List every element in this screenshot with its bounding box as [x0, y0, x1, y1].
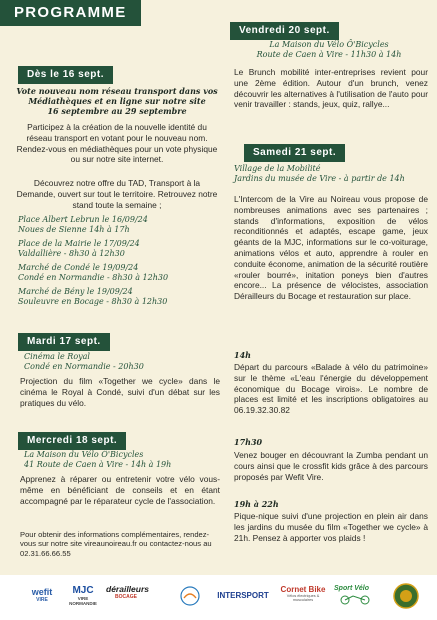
- place-item: Place de la Mairie le 17/09/24 Valdallière - 8h30 à 12h30: [18, 239, 140, 258]
- sept16-tab: Dès le 16 sept.: [18, 66, 113, 84]
- sponsors-footer: [0, 575, 437, 620]
- mjc-logo: MJC VIRE NORMANDIE: [69, 585, 97, 606]
- emblem-icon: [393, 583, 419, 609]
- sept16-handwritten: Vote nouveau nom réseau transport dans vos Médiathèques et en ligne sur notre site 16 septembre au 29 septembre: [16, 86, 218, 116]
- cycling-club-logo: [178, 586, 202, 606]
- bike-icon: [179, 586, 201, 606]
- sept17-tab: Mardi 17 sept.: [18, 333, 110, 351]
- intersport-logo: INTERSPORT: [217, 591, 269, 600]
- sept20-paragraph: Le Brunch mobilité inter-entreprises revient pour une 2ème édition. Autour d'un brunch, venez découvrir les alternatives à l'utilisation de l'auto pour venir travailler : stands, jeux, quiz, rallye...: [234, 67, 428, 110]
- sept16-tab-wrap: [18, 64, 113, 84]
- bicycle-icon: [335, 595, 375, 605]
- cornet-bike-logo: Cornet Bike Vélos électriques & musculaires: [280, 585, 326, 602]
- place-item: Place Albert Lebrun le 16/09/24 Noues de Sienne 14h à 17h: [18, 215, 148, 234]
- sept18-handwritten: La Maison du Vélo Ô'Bicycles 41 Route de Caen à Vire - 14h à 19h: [24, 450, 172, 469]
- right-column: [230, 0, 428, 575]
- sept18-tab: Mercredi 18 sept.: [18, 432, 126, 450]
- sept21-paragraph: L'Intercom de la Vire au Noireau vous propose de nombreuses animations avec ses partenaires ; stands d'informations, exposition de vélos reconditionnés et adaptés, escape game, jeux géants de la MJC, informations sur le co-voiturage, animations vélos et auto, apprendre à rouler en conduite économe, animation de la sécurité routière «rouler bourré», initation poneys bien d'autres encore... La présence de vélocistes, association Dérailleurs du Bocage et restauration sur place.: [234, 194, 428, 302]
- time-14h-text: Départ du parcours «Balade à vélo du patrimoine» sur le thème «L'eau l'énergie du développement économique du Bocage virois». Le nombre de places est limité et les inscriptions obligatoires au 06.19.32.30.82: [234, 362, 428, 416]
- derailleurs-logo: dérailleurs BOCAGE: [106, 584, 149, 600]
- sept20-handwritten: La Maison du Vélo Ô'Bicycles Route de Caen à Vire - 11h30 à 14h: [256, 40, 402, 59]
- sept20-tab: Vendredi 20 sept.: [230, 22, 339, 40]
- place-item: Marché de Condé le 19/09/24 Condé en Normandie - 8h30 à 12h30: [18, 263, 169, 282]
- place-item: Marché de Bény le 19/09/24 Souleuvre en Bocage - 8h30 à 12h30: [18, 287, 168, 306]
- time-17h30-text: Venez bouger en découvrant la Zumba pendant un cours ainsi que le crossfit kids grâce à des parcours proposés par Wefit Vire.: [234, 450, 428, 482]
- time-19h-label: 19h à 22h: [234, 499, 279, 509]
- sept17-tab-wrap: [18, 331, 110, 351]
- wefit-logo: wefit VIRE: [31, 587, 53, 603]
- sept17-paragraph: Projection du film «Together we cycle» dans le cinéma le Royal à Condé, suivi d'un débat sur les pratiques du vélo.: [20, 376, 220, 408]
- time-14h-label: 14h: [234, 350, 251, 360]
- sept18-tab-wrap: [18, 430, 126, 450]
- time-17h30-label: 17h30: [234, 437, 263, 447]
- sept20-tab-wrap: [230, 20, 339, 40]
- sept16-paragraph: Participez à la création de la nouvelle identité du réseau transport en votant pour le nouveau nom. Rendez-vous en médiathèques pour un vote physique ou sur notre site internet.: [16, 122, 218, 165]
- programme-title: PROGRAMME: [0, 0, 141, 26]
- sept18-paragraph: Apprenez à réparer ou entretenir votre vélo vous-même en bénéficiant de conseils et en étant accompagné par le réparateur cycle de l'association.: [20, 474, 220, 506]
- sept21-handwritten: Village de la Mobilité Jardins du musée de Vire - à partir de 14h: [234, 164, 405, 183]
- tad-paragraph: Découvrez notre offre du TAD, Transport à la Demande, ouvert sur tout le territoire. Retrouvez notre stand toute la semaine ;: [16, 178, 218, 210]
- left-column: [14, 0, 220, 575]
- sept17-handwritten: Cinéma le Royal Condé en Normandie - 20h30: [24, 352, 144, 371]
- sept21-tab-wrap: [244, 142, 345, 162]
- contact-info: Pour obtenir des informations complémentaires, rendez-vous sur notre site vireaunoireau.fr ou contactez-nous au 02.31.66.66.55: [20, 530, 212, 558]
- sport-velo-logo: Sport Vélo: [334, 585, 376, 609]
- badge-logo: [392, 583, 420, 611]
- time-19h-text: Pique-nique suivi d'une projection en plein air dans les jardins du musée du film «Together we cycle» à 21h. Pensez à apporter vos plaids !: [234, 511, 428, 543]
- tad-places-list: [18, 215, 224, 307]
- sept21-tab: Samedi 21 sept.: [244, 144, 345, 162]
